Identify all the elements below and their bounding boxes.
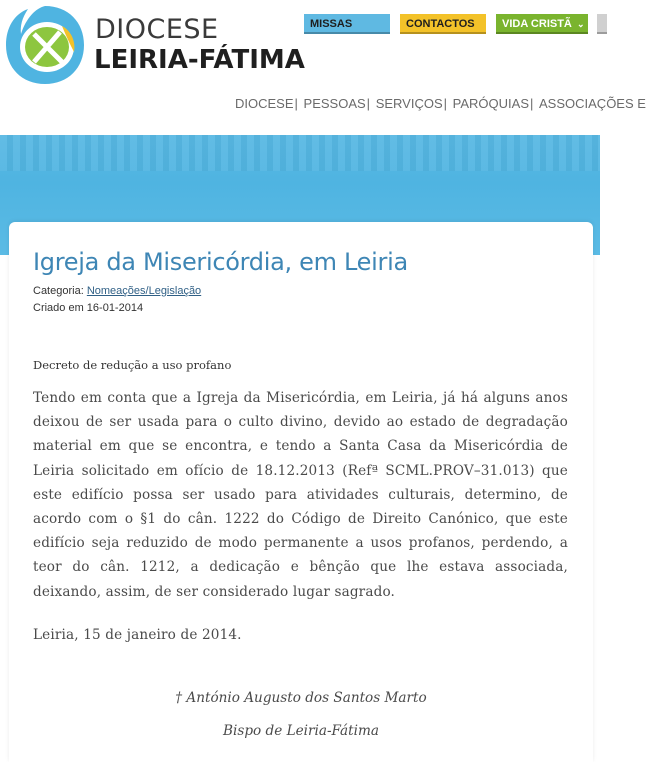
chevron-down-icon: ⌄ (576, 19, 585, 29)
nav-separator: | (530, 96, 534, 111)
nav-separator: | (443, 96, 448, 111)
brand-line-1[interactable]: DIOCESE (95, 14, 219, 45)
nav-item-associacoes[interactable]: ASSOCIAÇÕES E (539, 96, 646, 111)
signature-name: † António Augusto dos Santos Marto (175, 690, 427, 706)
main-nav (235, 96, 646, 111)
article-created-date: Criado em 16-01-2014 (33, 302, 144, 314)
category-label: Categoria: (33, 285, 84, 297)
nav-item-paroquias[interactable]: PARÓQUIAS (452, 96, 529, 111)
nav-separator: | (366, 96, 371, 111)
article-body: Tendo em conta que a Igreja da Misericórdia, em Leiria, já há alguns anos deixou de ser usada para o culto divino, devido ao estado de degradação material em que se encontra, e tendo a Santa Casa da Misericórdia de Leiria solicitado em ofício de 18.12.2013 (Refª SCML.PROV–31.013) que este edifício possa ser usado para atividades culturais, determino, de acordo com o §1 do cân. 1222 do Código de Direito Canónico, que este edifício seja reduzido de modo permanente a usos profanos, perdendo, a teor do cân. 1212, a dedicação e bênção que lhe estava associada, deixando, assim, de ser considerado lugar sagrado. (33, 390, 568, 600)
diocese-logo-icon[interactable] (4, 4, 86, 86)
vida-crista-button[interactable] (496, 14, 588, 34)
nav-item-diocese[interactable]: DIOCESE (235, 96, 294, 111)
signature-role: Bispo de Leiria-Fátima (223, 723, 379, 739)
extra-nav-button[interactable] (597, 14, 607, 34)
article-category (33, 285, 201, 297)
contactos-button[interactable]: CONTACTOS (400, 14, 486, 34)
article-subheading: Decreto de redução a uso profano (33, 358, 232, 372)
category-link[interactable]: Nomeações/Legislação (86, 285, 202, 297)
site-header (0, 0, 646, 135)
nav-separator: | (294, 96, 298, 111)
article-signoff: Leiria, 15 de janeiro de 2014. (33, 627, 242, 643)
nav-item-servicos[interactable]: SERVIÇOS (375, 96, 443, 111)
missas-button[interactable]: MISSAS (304, 14, 390, 34)
article-title[interactable]: Igreja da Misericórdia, em Leiria (33, 248, 408, 276)
brand-line-2[interactable]: LEIRIA-FÁTIMA (94, 45, 305, 75)
vida-crista-label: VIDA CRISTÃ (502, 18, 572, 30)
nav-item-pessoas[interactable]: PESSOAS (303, 96, 366, 111)
